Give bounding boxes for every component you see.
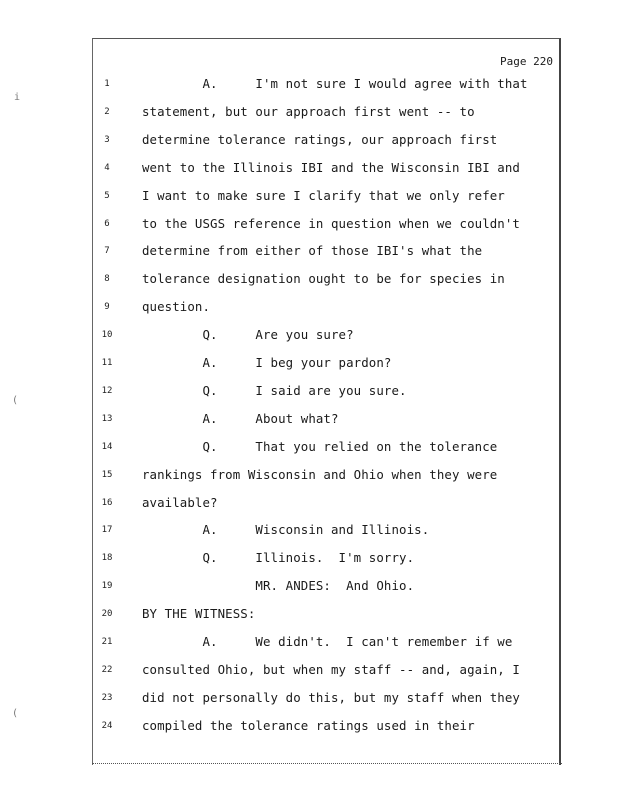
transcript-line xyxy=(93,132,559,150)
transcript-line xyxy=(93,355,559,373)
line-text: consulted Ohio, but when my staff -- and, again, I xyxy=(142,661,520,677)
line-number: 9 xyxy=(104,302,110,313)
line-text: A. I beg your pardon? xyxy=(142,355,392,370)
line-text: compiled the tolerance ratings used in their xyxy=(142,717,475,733)
line-text: tolerance designation ought to be for species in xyxy=(142,271,505,287)
transcript-line xyxy=(93,188,559,206)
transcript-line xyxy=(93,550,559,568)
transcript-line xyxy=(93,299,559,317)
line-number: 18 xyxy=(101,553,113,564)
line-number: 15 xyxy=(101,469,113,480)
line-number: 20 xyxy=(101,609,113,620)
transcript-line xyxy=(93,578,559,596)
line-number: 3 xyxy=(104,134,110,145)
margin-mark: ( xyxy=(12,708,19,719)
line-number: 10 xyxy=(101,330,113,341)
line-number: 2 xyxy=(104,106,110,117)
line-number: 11 xyxy=(101,358,113,368)
bottom-rule xyxy=(92,763,562,764)
transcript-line xyxy=(93,243,559,261)
transcript-line xyxy=(93,271,559,289)
line-number: 13 xyxy=(101,413,113,424)
line-number: 19 xyxy=(101,581,113,592)
line-text: to the USGS reference in question when we couldn't xyxy=(142,215,520,231)
line-number: 12 xyxy=(101,385,113,396)
line-number: 5 xyxy=(104,190,110,201)
line-text: A. About what? xyxy=(142,410,339,426)
line-number: 24 xyxy=(101,720,113,731)
line-text: BY THE WITNESS: xyxy=(142,606,256,622)
line-number: 17 xyxy=(101,525,113,536)
transcript-line xyxy=(93,662,559,680)
margin-mark: i xyxy=(14,92,21,103)
transcript-line xyxy=(93,606,559,624)
line-text: A. We didn't. I can't remember if we xyxy=(142,634,513,649)
transcript-line xyxy=(93,522,559,540)
line-text: determine tolerance ratings, our approach first xyxy=(142,131,498,147)
transcript-line xyxy=(93,216,559,234)
line-text: I want to make sure I clarify that we only refer xyxy=(142,187,505,203)
line-text: statement, but our approach first went -- to xyxy=(142,103,475,119)
transcript-line xyxy=(93,634,559,652)
margin-mark: ( xyxy=(12,395,19,406)
line-number: 4 xyxy=(104,162,110,173)
transcript-page xyxy=(92,38,561,765)
line-text: Q. I said are you sure. xyxy=(142,382,407,398)
page-number: Page 220 xyxy=(500,55,553,68)
transcript-line xyxy=(93,383,559,401)
line-number: 6 xyxy=(104,218,110,229)
transcript-line xyxy=(93,76,559,94)
line-number: 14 xyxy=(101,441,113,452)
line-text: rankings from Wisconsin and Ohio when they were xyxy=(142,466,498,482)
line-text: went to the Illinois IBI and the Wisconsin IBI and xyxy=(142,159,520,175)
line-number: 1 xyxy=(104,79,110,89)
transcript-line xyxy=(93,467,559,485)
transcript-line xyxy=(93,160,559,178)
line-number: 16 xyxy=(101,497,113,508)
line-number: 7 xyxy=(104,246,110,257)
transcript-line xyxy=(93,718,559,736)
line-text: Q. Are you sure? xyxy=(142,327,354,343)
line-number: 21 xyxy=(101,637,113,647)
transcript-line xyxy=(93,411,559,429)
line-text: A. Wisconsin and Illinois. xyxy=(142,522,430,538)
line-text: MR. ANDES: And Ohio. xyxy=(142,578,415,594)
line-text: did not personally do this, but my staff when they xyxy=(142,689,520,705)
line-text: Q. That you relied on the tolerance xyxy=(142,438,498,454)
line-text: A. I'm not sure I would agree with that xyxy=(142,76,528,91)
line-text: Q. Illinois. I'm sorry. xyxy=(142,550,415,566)
transcript-line xyxy=(93,104,559,122)
transcript-line xyxy=(93,495,559,513)
line-number: 22 xyxy=(101,664,113,675)
transcript-line xyxy=(93,690,559,708)
line-text: determine from either of those IBI's what the xyxy=(142,243,483,259)
line-number: 23 xyxy=(101,692,113,703)
line-text: available? xyxy=(142,494,218,510)
line-text: question. xyxy=(142,299,211,315)
line-number: 8 xyxy=(104,274,110,285)
transcript-line xyxy=(93,439,559,457)
transcript-line xyxy=(93,327,559,345)
